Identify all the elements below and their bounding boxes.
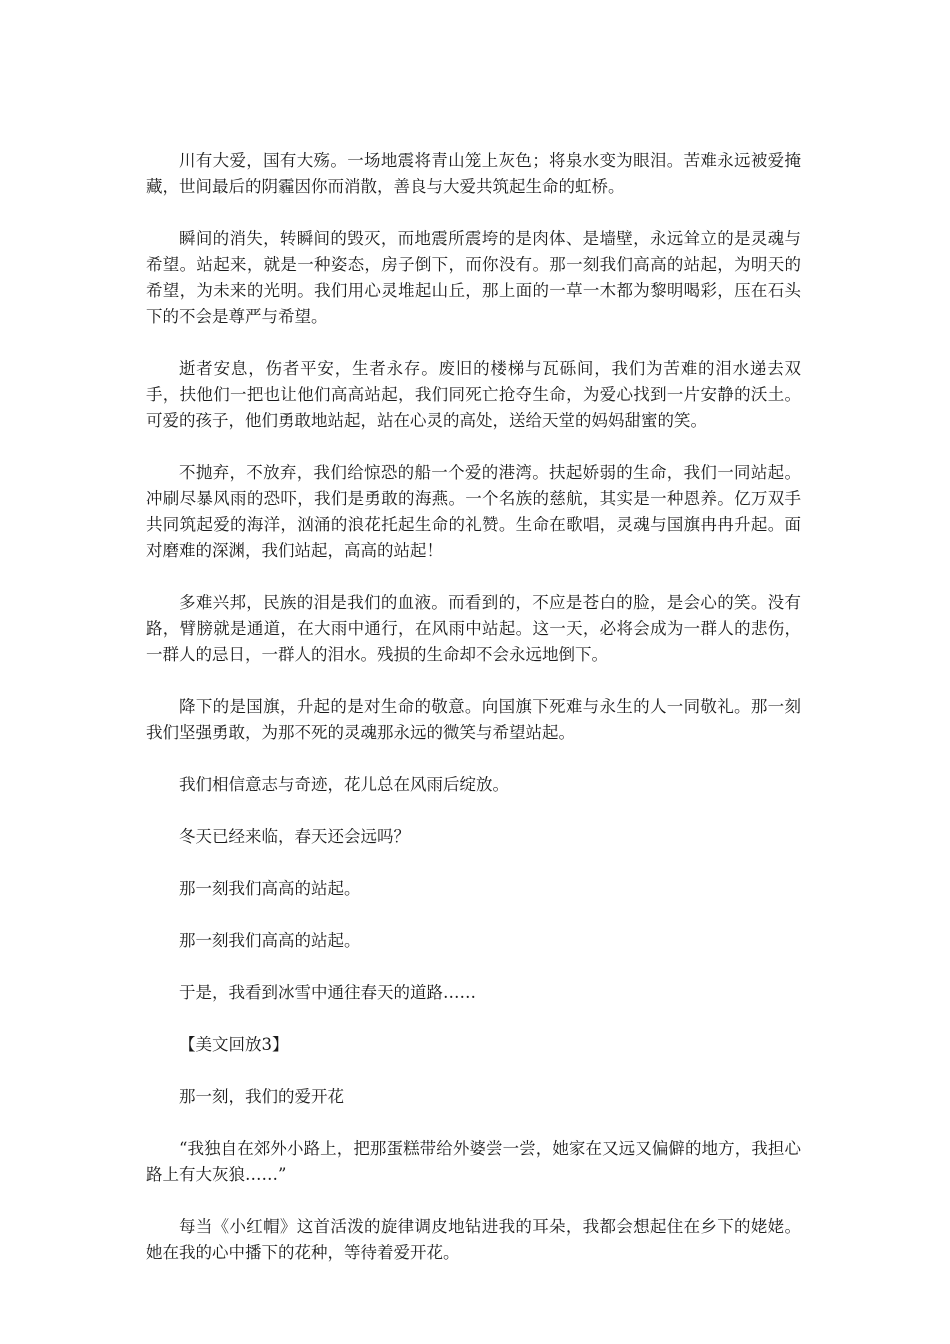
- paragraph: 冬天已经来临，春天还会远吗？: [179, 827, 410, 846]
- paragraph: 多难兴邦，民族的泪是我们的血液。而看到的，不应是苍白的脸，是会心的笑。没有路，臂膀就是通道，在大雨中通行，在风雨中站起。这一天，必将会成为一群人的悲伤，一群人的忌日，一群人的泪水。残损的生命却不会永远地倒下。: [146, 593, 801, 664]
- paragraph: 每当《小红帽》这首活泼的旋律调皮地钻进我的耳朵，我都会想起住在乡下的姥姥。她在我的心中播下的花种，等待着爱开花。: [146, 1217, 801, 1262]
- paragraph: 瞬间的消失，转瞬间的毁灭，而地震所震垮的是肉体、是墙壁，永远耸立的是灵魂与希望。站起来，就是一种姿态，房子倒下，而你没有。那一刻我们高高的站起，为明天的希望，为未来的光明。我们用心灵堆起山丘，那上面的一草一木都为黎明喝彩，压在石头下的不会是尊严与希望。: [146, 229, 801, 326]
- section-heading: 【美文回放3】: [179, 1035, 289, 1054]
- paragraph: 那一刻我们高高的站起。: [179, 931, 361, 950]
- paragraph: “我独自在郊外小路上，把那蛋糕带给外婆尝一尝，她家在又远又偏僻的地方，我担心路上有大灰狼……”: [146, 1139, 801, 1184]
- paragraph: 川有大爱，国有大殇。一场地震将青山笼上灰色；将泉水变为眼泪。苦难永远被爱掩藏，世间最后的阴霾因你而消散，善良与大爱共筑起生命的虹桥。: [146, 151, 801, 196]
- paragraph: 我们相信意志与奇迹，花儿总在风雨后绽放。: [179, 775, 509, 794]
- paragraph: 于是，我看到冰雪中通往春天的道路……: [179, 983, 476, 1002]
- article-body: [146, 148, 801, 1292]
- paragraph: 降下的是国旗，升起的是对生命的敬意。向国旗下死难与永生的人一同敬礼。那一刻我们坚强勇敢，为那不死的灵魂那永远的微笑与希望站起。: [146, 697, 801, 742]
- paragraph: 不抛弃，不放弃，我们给惊恐的船一个爱的港湾。扶起娇弱的生命，我们一同站起。冲刷尽暴风雨的恐吓，我们是勇敢的海燕。一个名族的慈航，其实是一种恩养。亿万双手共同筑起爱的海洋，汹涌的浪花托起生命的礼赞。生命在歌唱，灵魂与国旗冉冉升起。面对磨难的深渊，我们站起，高高的站起！: [146, 463, 801, 560]
- paragraph: 那一刻我们高高的站起。: [179, 879, 361, 898]
- paragraph: 逝者安息，伤者平安，生者永存。废旧的楼梯与瓦砾间，我们为苦难的泪水递去双手，扶他们一把也让他们高高站起，我们同死亡抢夺生命，为爱心找到一片安静的沃土。可爱的孩子，他们勇敢地站起，站在心灵的高处，送给天堂的妈妈甜蜜的笑。: [146, 359, 801, 430]
- article-title: 那一刻，我们的爱开花: [179, 1087, 344, 1106]
